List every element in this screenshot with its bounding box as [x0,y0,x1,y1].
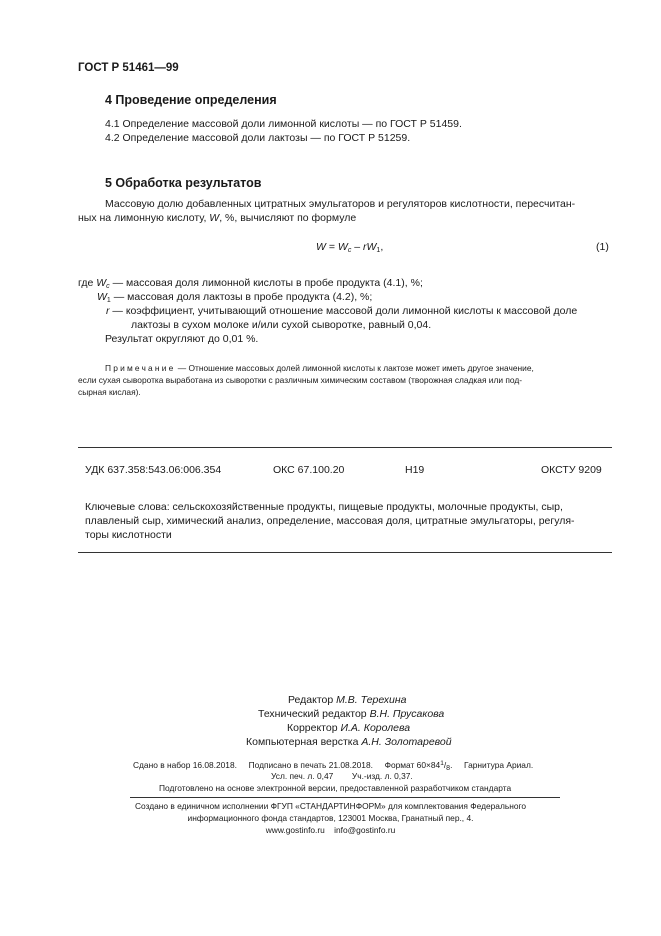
imprint-divider [130,797,560,798]
definition-wc: где $W_c$ — массовая доля лимонной кислоты в пробе продукта (4.1), %; [78,277,423,290]
formula-number: (1) [596,241,609,253]
imprint-line-2: Усл. печ. л. 0,47 Уч.-изд. л. 0,37. [271,771,413,781]
keywords-line-3: торы кислотности [85,529,172,541]
publisher-line-1: Создано в единичном исполнении ФГУП «СТАНДАРТИНФОРМ» для комплектования Федерального [134,801,527,811]
note-line-3: сырная кислая). [78,387,141,397]
keywords-line-1: Ключевые слова: сельскохозяйственные продукты, пищевые продукты, молочные продукты, сыр, [85,501,563,513]
okstu-code: ОКСТУ 9209 [541,464,602,476]
website-link[interactable]: www.gostinfo.ru [265,825,325,835]
section-4-item-1: 4.1 Определение массовой доли лимонной кислоты — по ГОСТ Р 51459. [105,118,462,130]
keywords-line-2: плавленый сыр, химический анализ, определение, массовая доля, цитратные эмульгаторы, регуля- [85,515,575,527]
section-5-title: 5 Обработка результатов [105,176,262,190]
email-link[interactable]: info@gostinfo.ru [334,825,396,835]
note-line-2: если сухая сыворотка выработана из сыворотки с различным химическим составом (творожная сладкая или под- [78,375,523,385]
paragraph-line-2: ных на лимонную кислоту, W, %, вычисляют по формуле [78,212,357,224]
imprint-line-3: Подготовлено на основе электронной версии, предоставленной разработчиком стандарта [159,783,512,793]
section-4-item-2: 4.2 Определение массовой доли лактозы — по ГОСТ Р 51259. [105,132,411,144]
oks-code: ОКС 67.100.20 [273,464,345,476]
section-4-title: 4 Проведение определения [105,93,277,107]
credit-editor: Редактор М.В. Терехина [288,694,407,706]
paragraph-line-1: Массовую долю добавленных цитратных эмульгаторов и регуляторов кислотности, пересчитан- [105,198,576,210]
note-line-1: Примечание — Отношение массовых долей лимонной кислоты к лактозе может иметь другое значение, [105,363,534,373]
document-number: ГОСТ Р 51461—99 [78,62,179,74]
top-divider [78,447,612,448]
publisher-contacts [0,824,661,836]
definition-r: r — коэффициент, учитывающий отношение массовой доли лимонной кислоты к массовой доле [106,305,578,317]
bottom-divider [78,552,612,553]
credit-tech-editor: Технический редактор В.Н. Прусакова [258,708,445,720]
credit-corrector: Корректор И.А. Королева [287,722,411,734]
definition-w1: $W_1$ — массовая доля лактозы в пробе продукта (4.2), %; [97,291,373,304]
publisher-line-2: информационного фонда стандартов, 123001 Москва, Гранатный пер., 4. [187,813,474,823]
category-code: Н19 [405,464,425,476]
definition-r-continued: лактозы в сухом молоке и/или сухой сыворотке, равный 0,04. [131,319,432,331]
udk-code: УДК 637.358:543.06:006.354 [85,464,222,476]
note-label: Примечание [105,363,176,373]
imprint-line-1: Сдано в набор 16.08.2018. Подписано в печать 21.08.2018. Формат $60\times 84^1/_8$. Гарнитура Ариал. [133,760,534,772]
rounding-note: Результат округляют до 0,01 %. [105,333,259,345]
formula: $W = W_c - rW_1$, [316,241,384,254]
credit-layout: Компьютерная верстка А.Н. Золотаревой [246,736,452,748]
